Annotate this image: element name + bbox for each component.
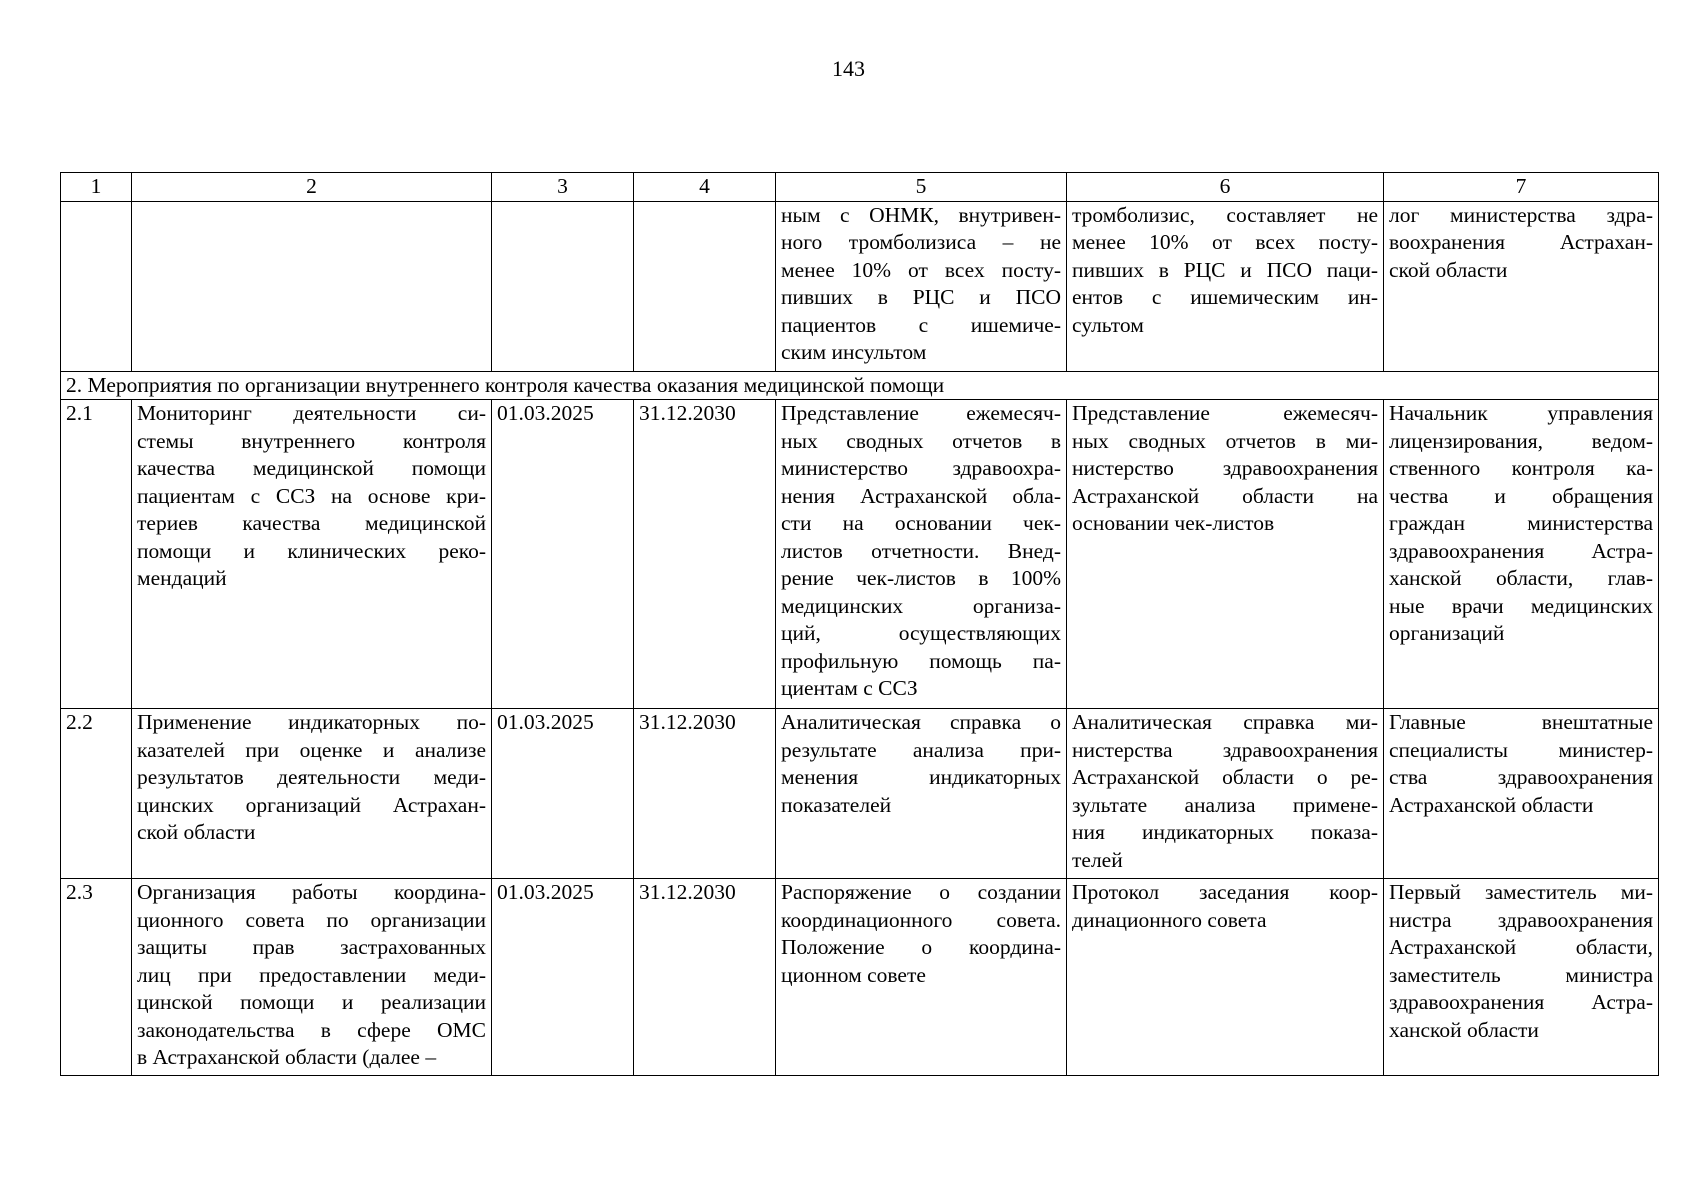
row-number: 2.2 (61, 709, 132, 879)
cell-line: ства здравоохранения (1389, 765, 1653, 789)
table-row (61, 709, 1659, 879)
cell-line: здравоохранения Астра- (1389, 990, 1653, 1014)
cell-line: в Астраханской области (далее – (137, 1045, 437, 1069)
cell-line: профильную помощь па- (781, 648, 1061, 673)
cell-line: зультате анализа примене- (1072, 792, 1378, 817)
cell-line: качества медицинской помощи (137, 456, 486, 480)
start-date: 01.03.2025 (492, 879, 634, 1076)
section-title: 2. Мероприятия по организации внутреннего контроля качества оказания медицинской помощи (61, 371, 1659, 400)
cell-line: нистерства здравоохранения (1072, 737, 1378, 762)
cell-line: лиц при предоставлении меди- (137, 962, 486, 987)
cell-line: цинской помощи и реализации (137, 990, 486, 1014)
measure-name (132, 400, 492, 709)
cell-line: ных сводных отчетов в (781, 428, 1061, 453)
continuation-indicator-cell (1067, 201, 1384, 371)
cell-line: основании чек-листов (1072, 511, 1275, 535)
responsible (1384, 879, 1659, 1076)
end-date: 31.12.2030 (634, 879, 776, 1076)
cell-line: показателей (781, 792, 892, 817)
cell-line: результате анализа при- (781, 737, 1061, 762)
start-date: 01.03.2025 (492, 400, 634, 709)
cell-line: ций, осуществляющих (781, 621, 1061, 645)
cell-line: законодательства в сфере ОМС (137, 1017, 486, 1042)
cell-line: рение чек-листов в 100% (781, 566, 1061, 590)
cell-line: ным с ОНМК, внутривен- (781, 202, 1061, 227)
indicator (1067, 879, 1384, 1076)
cell-line: результатов деятельности меди- (137, 765, 486, 789)
cell-line: нистра здравоохранения (1389, 907, 1653, 932)
cell-line: ния индикаторных показа- (1072, 820, 1378, 844)
cell-line: заместитель министра (1389, 962, 1653, 987)
empty-cell (492, 201, 634, 371)
indicator (1067, 400, 1384, 709)
cell-line: Положение о координа- (781, 935, 1061, 959)
column-number: 5 (776, 173, 1067, 202)
empty-cell (634, 201, 776, 371)
cell-line: пивших в РЦС и ПСО (781, 285, 1061, 309)
column-number: 1 (61, 173, 132, 202)
empty-cell (61, 201, 132, 371)
cell-line: териев качества медицинской (137, 511, 486, 535)
cell-line: ных сводных отчетов в ми- (1072, 428, 1378, 453)
cell-line: защиты прав застрахованных (137, 935, 486, 959)
cell-line: пивших в РЦС и ПСО паци- (1072, 257, 1378, 282)
cell-line: циентам с ССЗ (781, 676, 918, 700)
indicator (1067, 709, 1384, 879)
cell-line: лицензирования, ведом- (1389, 428, 1653, 453)
cell-line: Начальник управления (1389, 401, 1653, 425)
table-row (61, 879, 1659, 1076)
continuation-result-cell (776, 201, 1067, 371)
cell-line: ные врачи медицинских (1389, 593, 1653, 618)
column-number: 6 (1067, 173, 1384, 202)
cell-line: пациентам с ССЗ на основе кри- (137, 483, 486, 508)
cell-line: менее 10% от всех посту- (781, 257, 1061, 282)
row-number: 2.1 (61, 400, 132, 709)
cell-line: телей (1072, 847, 1123, 872)
cell-line: менее 10% от всех посту- (1072, 230, 1378, 254)
cell-line: лог министерства здра- (1389, 202, 1653, 227)
end-date: 31.12.2030 (634, 709, 776, 879)
expected-result (776, 879, 1067, 1076)
column-number: 7 (1384, 173, 1659, 202)
column-number: 4 (634, 173, 776, 202)
cell-line: нистерство здравоохранения (1072, 456, 1378, 480)
table-row (61, 400, 1659, 709)
cell-line: цинских организаций Астрахан- (137, 792, 486, 817)
cell-line: министерство здравоохра- (781, 456, 1061, 480)
cell-line: сультом (1072, 312, 1144, 337)
cell-line: помощи и клинических реко- (137, 538, 486, 563)
cell-line: Представление ежемесяч- (781, 401, 1061, 425)
cell-line: специалисты министер- (1389, 737, 1653, 762)
cell-line: мендаций (137, 566, 227, 590)
cell-line: тромболизис, составляет не (1072, 202, 1378, 227)
cell-line: менения индикаторных (781, 765, 1061, 789)
cell-line: пациентов с ишемиче- (781, 312, 1061, 337)
cell-line: Главные внештатные (1389, 710, 1653, 734)
section-row (61, 371, 1659, 400)
cell-line: Астраханской области о ре- (1072, 765, 1378, 789)
empty-cell (132, 201, 492, 371)
cell-line: ской области (1389, 257, 1508, 282)
cell-line: ским инсультом (781, 340, 927, 364)
cell-line: Аналитическая справка о (781, 710, 1061, 734)
row-number: 2.3 (61, 879, 132, 1076)
cell-line: сти на основании чек- (781, 511, 1061, 535)
cell-line: Применение индикаторных по- (137, 710, 486, 734)
cell-line: Представление ежемесяч- (1072, 401, 1378, 425)
cell-line: ской области (137, 820, 256, 844)
expected-result (776, 709, 1067, 879)
cell-line: граждан министерства (1389, 511, 1653, 535)
cell-line: здравоохранения Астра- (1389, 538, 1653, 563)
end-date: 31.12.2030 (634, 400, 776, 709)
cell-line: Протокол заседания коор- (1072, 880, 1378, 904)
cell-line: казателей при оценке и анализе (137, 737, 486, 762)
column-number-row (61, 173, 1659, 202)
cell-line: ционном совете (781, 962, 926, 987)
cell-line: Распоряжение о создании (781, 880, 1061, 904)
cell-line: медицинских организа- (781, 593, 1061, 618)
column-number: 3 (492, 173, 634, 202)
cell-line: Первый заместитель ми- (1389, 880, 1653, 904)
cell-line: нения Астраханской обла- (781, 483, 1061, 508)
cell-line: ханской области, глав- (1389, 566, 1653, 590)
cell-line: Астраханской области на (1072, 483, 1378, 508)
cell-line: листов отчетности. Внед- (781, 538, 1061, 563)
cell-line: ственного контроля ка- (1389, 456, 1653, 480)
cell-line: стемы внутреннего контроля (137, 428, 486, 453)
cell-line: Мониторинг деятельности си- (137, 401, 486, 425)
cell-line: Аналитическая справка ми- (1072, 710, 1378, 734)
responsible (1384, 400, 1659, 709)
cell-line: организаций (1389, 621, 1505, 645)
page-number: 143 (832, 56, 865, 81)
cell-line: ханской области (1389, 1017, 1539, 1042)
cell-line: Организация работы координа- (137, 880, 486, 904)
continuation-row (61, 201, 1659, 371)
cell-line: ентов с ишемическим ин- (1072, 285, 1378, 309)
expected-result (776, 400, 1067, 709)
continuation-responsible-cell (1384, 201, 1659, 371)
cell-line: ного тромболизиса – не (781, 230, 1061, 254)
cell-line: Астраханской области, (1389, 935, 1653, 959)
cell-line: Астраханской области (1389, 792, 1594, 817)
measures-table (60, 172, 1659, 1076)
cell-line: ционного совета по организации (137, 907, 486, 932)
measure-name (132, 879, 492, 1076)
cell-line: координационного совета. (781, 907, 1061, 932)
measure-name (132, 709, 492, 879)
cell-line: воохранения Астрахан- (1389, 230, 1653, 254)
start-date: 01.03.2025 (492, 709, 634, 879)
responsible (1384, 709, 1659, 879)
cell-line: динационного совета (1072, 907, 1267, 932)
column-number: 2 (132, 173, 492, 202)
cell-line: чества и обращения (1389, 483, 1653, 508)
